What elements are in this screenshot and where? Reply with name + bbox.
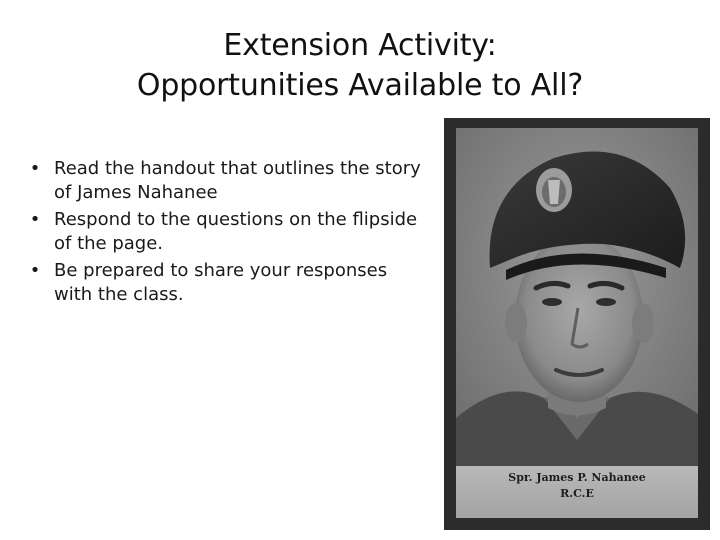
bullet-marker: • [29, 260, 41, 281]
bullet-marker: • [29, 209, 41, 230]
title-line-2: Opportunities Available to All? [136, 68, 584, 103]
bullet-text: Read the handout that outlines the story of James Nahanee [54, 158, 421, 203]
bullet-text: Be prepared to share your responses with the class. [54, 260, 388, 305]
portrait-image [444, 118, 710, 530]
bullet-item [24, 259, 424, 307]
bullet-item [24, 208, 424, 256]
title-line-1: Extension Activity: [223, 28, 497, 63]
portrait-photo [444, 118, 710, 530]
photo-caption [458, 470, 696, 502]
caption-name: Spr. James P. Nahanee [508, 471, 646, 484]
bullet-marker: • [29, 158, 41, 179]
slide-title [60, 26, 660, 106]
caption-unit: R.C.E [560, 487, 594, 500]
bullet-item [24, 157, 424, 205]
bullet-text: Respond to the questions on the flipside of the page. [54, 209, 418, 254]
bullet-list [24, 157, 424, 310]
